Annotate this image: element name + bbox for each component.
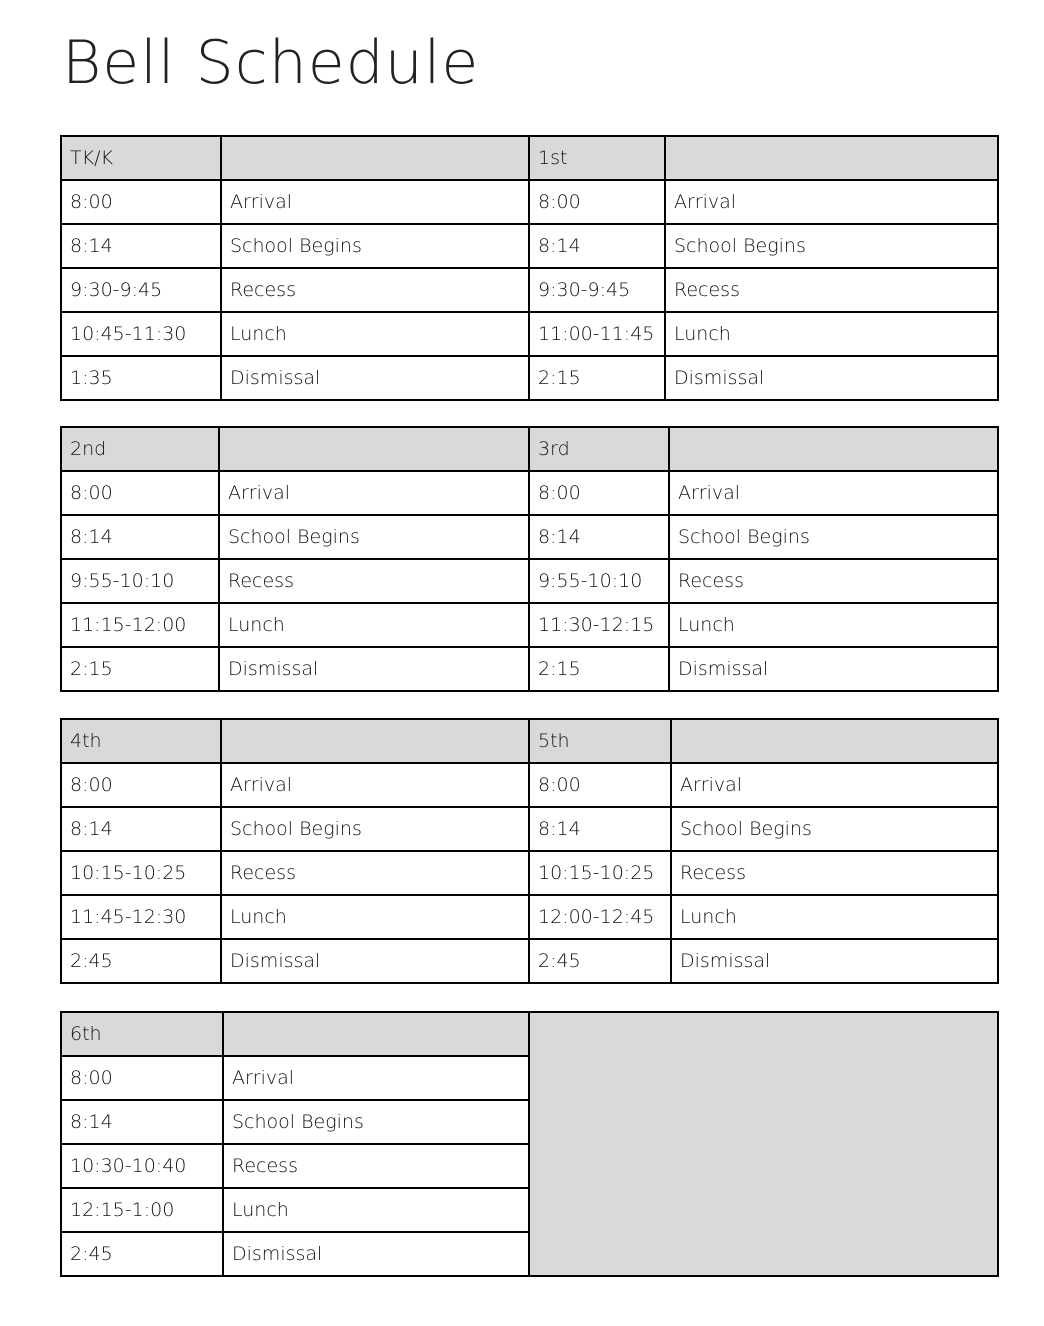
table-row [61, 603, 998, 647]
schedule-block [60, 135, 999, 401]
event-cell: School Begins [671, 807, 998, 851]
event-cell: Dismissal [665, 356, 998, 400]
time-cell: 8:00 [61, 1056, 223, 1100]
event-cell: Recess [221, 851, 529, 895]
time-cell: 10:30-10:40 [61, 1144, 223, 1188]
event-cell: School Begins [223, 1100, 529, 1144]
event-cell: Arrival [665, 180, 998, 224]
event-cell: Lunch [671, 895, 998, 939]
table-row [61, 763, 998, 807]
time-cell: 12:00-12:45 [529, 895, 671, 939]
header-blank [221, 719, 529, 763]
event-cell: Dismissal [669, 647, 998, 691]
event-cell: Lunch [669, 603, 998, 647]
event-cell: Lunch [221, 312, 529, 356]
grade-label: 2nd [61, 427, 219, 471]
grade-label: 4th [61, 719, 221, 763]
time-cell: 8:00 [61, 763, 221, 807]
table-row [61, 180, 998, 224]
event-cell: Recess [669, 559, 998, 603]
page-title: Bell Schedule [62, 28, 480, 98]
time-cell: 12:15-1:00 [61, 1188, 223, 1232]
event-cell: Recess [223, 1144, 529, 1188]
event-cell: Dismissal [671, 939, 998, 983]
event-cell: Arrival [221, 180, 529, 224]
event-cell: School Begins [221, 807, 529, 851]
table-row [61, 312, 998, 356]
time-cell: 2:45 [61, 1232, 223, 1276]
grade-label: 5th [529, 719, 671, 763]
time-cell: 9:30-9:45 [529, 268, 665, 312]
table-row [61, 895, 998, 939]
time-cell: 8:14 [529, 807, 671, 851]
time-cell: 8:00 [61, 471, 219, 515]
schedule-block [60, 1011, 999, 1277]
header-blank [221, 136, 529, 180]
schedule-block [60, 426, 999, 692]
time-cell: 9:55-10:10 [61, 559, 219, 603]
time-cell: 10:15-10:25 [529, 851, 671, 895]
event-cell: Lunch [221, 895, 529, 939]
time-cell: 8:14 [61, 807, 221, 851]
empty-cell [529, 1012, 998, 1276]
header-row [61, 719, 998, 763]
time-cell: 11:00-11:45 [529, 312, 665, 356]
event-cell: School Begins [669, 515, 998, 559]
event-cell: Recess [665, 268, 998, 312]
grade-label: 6th [61, 1012, 223, 1056]
event-cell: Lunch [223, 1188, 529, 1232]
time-cell: 8:14 [529, 224, 665, 268]
header-row [61, 427, 998, 471]
grade-label: 3rd [529, 427, 669, 471]
event-cell: Recess [221, 268, 529, 312]
time-cell: 10:45-11:30 [61, 312, 221, 356]
schedule-block [60, 718, 999, 984]
time-cell: 1:35 [61, 356, 221, 400]
time-cell: 8:00 [61, 180, 221, 224]
header-blank [223, 1012, 529, 1056]
time-cell: 2:15 [529, 356, 665, 400]
header-blank [671, 719, 998, 763]
time-cell: 8:14 [61, 515, 219, 559]
event-cell: Lunch [665, 312, 998, 356]
event-cell: Dismissal [221, 939, 529, 983]
time-cell: 2:45 [529, 939, 671, 983]
event-cell: Arrival [669, 471, 998, 515]
time-cell: 10:15-10:25 [61, 851, 221, 895]
time-cell: 11:30-12:15 [529, 603, 669, 647]
grade-label: TK/K [61, 136, 221, 180]
time-cell: 2:15 [529, 647, 669, 691]
table-row [61, 851, 998, 895]
event-cell: Arrival [219, 471, 529, 515]
event-cell: Arrival [221, 763, 529, 807]
time-cell: 8:14 [61, 1100, 223, 1144]
table-row [61, 268, 998, 312]
time-cell: 8:14 [61, 224, 221, 268]
time-cell: 8:00 [529, 763, 671, 807]
table-row [61, 807, 998, 851]
header-row [61, 1012, 998, 1056]
event-cell: Recess [671, 851, 998, 895]
time-cell: 11:45-12:30 [61, 895, 221, 939]
table-row [61, 515, 998, 559]
header-blank [219, 427, 529, 471]
header-blank [665, 136, 998, 180]
time-cell: 8:00 [529, 471, 669, 515]
event-cell: School Begins [219, 515, 529, 559]
header-row [61, 136, 998, 180]
table-row [61, 471, 998, 515]
time-cell: 9:30-9:45 [61, 268, 221, 312]
event-cell: Arrival [223, 1056, 529, 1100]
time-cell: 8:00 [529, 180, 665, 224]
time-cell: 2:45 [61, 939, 221, 983]
event-cell: School Begins [665, 224, 998, 268]
grade-label: 1st [529, 136, 665, 180]
table-row [61, 559, 998, 603]
event-cell: Dismissal [223, 1232, 529, 1276]
time-cell: 11:15-12:00 [61, 603, 219, 647]
table-row [61, 939, 998, 983]
event-cell: Arrival [671, 763, 998, 807]
event-cell: Dismissal [219, 647, 529, 691]
event-cell: Recess [219, 559, 529, 603]
event-cell: School Begins [221, 224, 529, 268]
header-blank [669, 427, 998, 471]
time-cell: 8:14 [529, 515, 669, 559]
table-row [61, 356, 998, 400]
event-cell: Dismissal [221, 356, 529, 400]
time-cell: 9:55-10:10 [529, 559, 669, 603]
time-cell: 2:15 [61, 647, 219, 691]
table-row [61, 224, 998, 268]
table-row [61, 647, 998, 691]
event-cell: Lunch [219, 603, 529, 647]
